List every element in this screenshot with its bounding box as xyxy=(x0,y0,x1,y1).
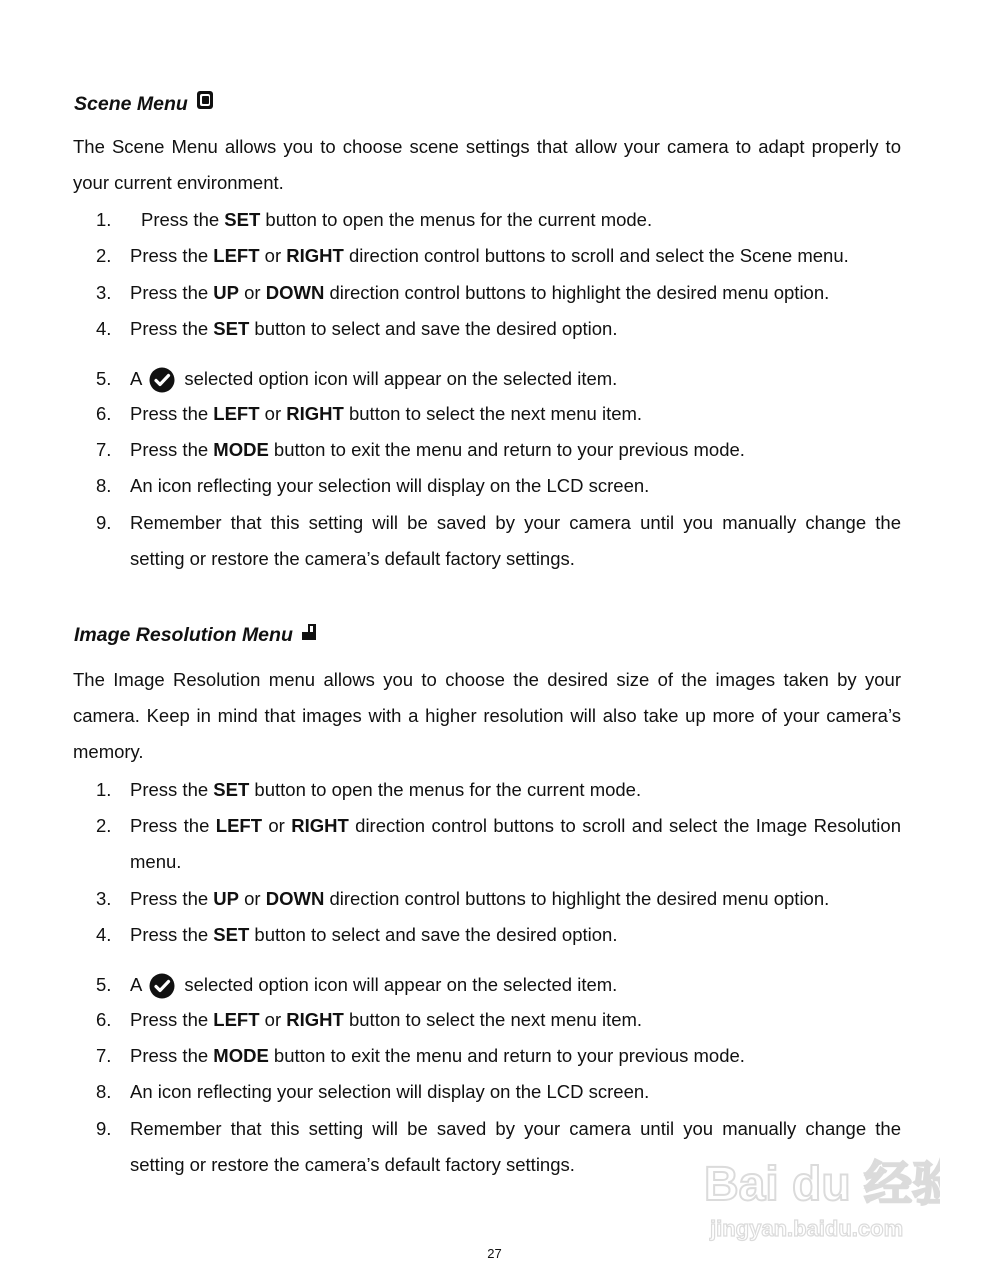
text-run: Press the xyxy=(130,888,214,909)
step-text xyxy=(130,917,901,953)
step-number: 6. xyxy=(96,1009,112,1030)
button-name: LEFT xyxy=(213,1009,260,1030)
image-resolution-icon xyxy=(301,623,317,647)
button-name: LEFT xyxy=(213,403,260,424)
step-number: 3. xyxy=(96,888,112,909)
text-run: An icon reflecting your selection will display on the LCD screen. xyxy=(130,1081,650,1102)
scene-intro: The Scene Menu allows you to choose scene settings that allow your camera to adapt properly to your current environment. xyxy=(73,136,901,193)
step-text xyxy=(130,275,901,311)
button-name: UP xyxy=(213,282,239,303)
step-number: 8. xyxy=(96,1081,112,1102)
text-run: button to select the next menu item. xyxy=(343,403,643,424)
step-text xyxy=(130,396,901,432)
button-name: DOWN xyxy=(265,888,325,909)
button-name: RIGHT xyxy=(286,403,344,424)
text-run: button to exit the menu and return to your previous mode. xyxy=(268,439,745,460)
text-run: button to select and save the desired option. xyxy=(249,924,618,945)
button-name: MODE xyxy=(213,1045,269,1066)
text-run: Press the xyxy=(130,403,214,424)
page-number: 27 xyxy=(487,1246,502,1261)
text-run: A xyxy=(130,368,143,389)
step-number: 2. xyxy=(96,815,112,836)
step-number: 8. xyxy=(96,475,112,496)
button-name: LEFT xyxy=(215,815,263,836)
text-run: button to select the next menu item. xyxy=(343,1009,643,1030)
text-run: Press the xyxy=(130,245,214,266)
text-run: direction control buttons to highlight the desired menu option. xyxy=(324,282,830,303)
button-name: LEFT xyxy=(213,245,260,266)
button-name: RIGHT xyxy=(286,245,344,266)
watermark-logo-text: Bai du 经验 xyxy=(704,1158,940,1211)
text-run: Press the xyxy=(130,318,214,339)
text-run: Press the xyxy=(130,779,214,800)
text-run: button to open the menus for the current mode. xyxy=(249,779,642,800)
text-run: or xyxy=(239,282,266,303)
scene-menu-heading xyxy=(74,90,214,116)
step-number: 7. xyxy=(96,1045,112,1066)
step-text xyxy=(130,1038,901,1074)
step-text xyxy=(130,1074,901,1110)
step-number: 5. xyxy=(96,974,112,995)
text-run: Press the xyxy=(130,924,214,945)
text-run: Press the xyxy=(130,815,216,836)
resolution-intro: The Image Resolution menu allows you to choose the desired size of the images taken by your camera. Keep in mind that images with a higher resolution will also take up more of your camera’s memory. xyxy=(73,669,901,762)
step-text xyxy=(130,238,901,274)
step-text xyxy=(130,432,901,468)
step-text xyxy=(130,881,901,917)
step-text xyxy=(130,808,901,880)
button-name: DOWN xyxy=(265,282,325,303)
text-run: selected option icon will appear on the selected item. xyxy=(184,368,618,389)
resolution-menu-heading xyxy=(74,623,317,647)
text-run: Press the xyxy=(130,1045,214,1066)
step-number: 9. xyxy=(96,1118,112,1139)
text-run: or xyxy=(259,1009,287,1030)
button-name: SET xyxy=(213,924,250,945)
step-text xyxy=(130,468,901,504)
step-number: 6. xyxy=(96,403,112,424)
step-number: 4. xyxy=(96,318,112,339)
text-run: button to select and save the desired option. xyxy=(249,318,618,339)
step-text xyxy=(141,202,912,238)
step-text xyxy=(130,772,901,808)
text-run: Press the xyxy=(130,1009,214,1030)
text-run: or xyxy=(259,403,287,424)
watermark-url: jingyan.baidu.com xyxy=(710,1216,904,1241)
step-number: 5. xyxy=(96,368,112,389)
text-run: or xyxy=(259,245,287,266)
text-run: A xyxy=(130,974,143,995)
text-run: button to open the menus for the current mode. xyxy=(260,209,653,230)
text-run: direction control buttons to highlight the desired menu option. xyxy=(324,888,830,909)
button-name: UP xyxy=(213,888,239,909)
button-name: SET xyxy=(213,779,250,800)
button-name: SET xyxy=(213,318,250,339)
step-number: 1. xyxy=(96,209,112,230)
text-run: selected option icon will appear on the selected item. xyxy=(184,974,618,995)
text-run: Remember that this setting will be saved by your camera until you manually change the setting or restore the camera’s default factory settings. xyxy=(130,1118,901,1175)
resolution-menu-title: Image Resolution Menu xyxy=(74,624,293,646)
text-run: or xyxy=(239,888,266,909)
button-name: SET xyxy=(224,209,261,230)
text-run: Press the xyxy=(130,282,214,303)
button-name: RIGHT xyxy=(291,815,349,836)
text-run: Press the xyxy=(130,439,214,460)
step-text xyxy=(130,505,901,577)
step-number: 7. xyxy=(96,439,112,460)
text-run: direction control buttons to scroll and select the Image Resolution menu. xyxy=(130,815,901,872)
step-text xyxy=(130,311,901,347)
text-run: Remember that this setting will be saved by your camera until you manually change the setting or restore the camera’s default factory settings. xyxy=(130,512,901,569)
step-number: 2. xyxy=(96,245,112,266)
text-run: button to exit the menu and return to your previous mode. xyxy=(268,1045,745,1066)
step-number: 3. xyxy=(96,282,112,303)
text-run: or xyxy=(262,815,292,836)
step-number: 9. xyxy=(96,512,112,533)
text-run: An icon reflecting your selection will display on the LCD screen. xyxy=(130,475,650,496)
text-run: direction control buttons to scroll and select the Scene menu. xyxy=(343,245,849,266)
step-text xyxy=(130,1002,901,1038)
button-name: MODE xyxy=(213,439,269,460)
scene-menu-icon xyxy=(196,90,214,116)
step-number: 1. xyxy=(96,779,112,800)
step-number: 4. xyxy=(96,924,112,945)
baidu-watermark xyxy=(700,1140,940,1250)
scene-menu-title: Scene Menu xyxy=(74,93,188,115)
button-name: RIGHT xyxy=(286,1009,344,1030)
text-run: Press the xyxy=(141,209,225,230)
